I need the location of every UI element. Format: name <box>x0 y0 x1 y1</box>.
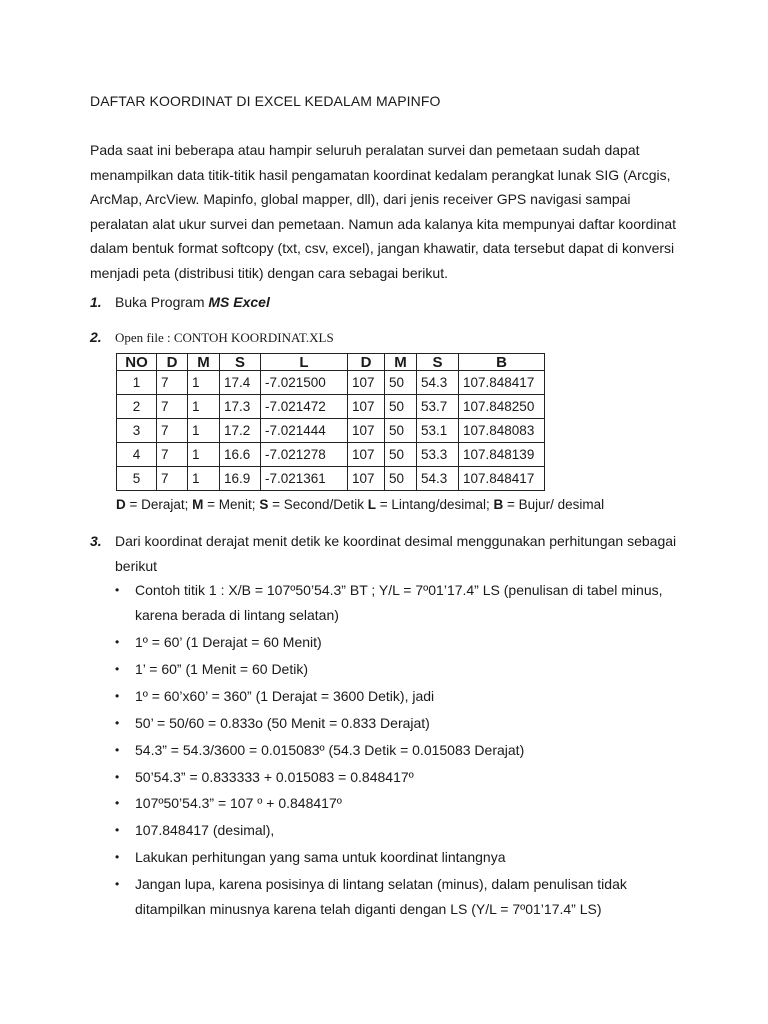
step-1 <box>90 294 270 310</box>
step-2-number: 2. <box>90 329 102 345</box>
step-1-text: Buka Program <box>115 294 209 310</box>
cell-lat-m: 1 <box>188 467 220 491</box>
step-1-number: 1. <box>90 294 102 310</box>
legend-text-d: = Derajat; <box>125 497 193 512</box>
coordinate-table <box>116 353 545 491</box>
cell-lat-d: 7 <box>157 467 188 491</box>
list-item <box>115 738 675 763</box>
cell-no: 3 <box>117 419 157 443</box>
list-item-text: 50’54.3” = 0.833333 + 0.015083 = 0.848417º <box>135 768 414 785</box>
cell-lon-d: 107 <box>348 395 385 419</box>
table-header-row <box>117 354 545 371</box>
step-2 <box>90 329 334 346</box>
calculation-list <box>115 578 675 924</box>
list-item <box>115 684 675 709</box>
legend-text-l: = Lintang/desimal; <box>376 497 494 512</box>
legend-key-m: M <box>192 497 204 512</box>
list-item-text: 1º = 60’ (1 Derajat = 60 Menit) <box>135 633 322 650</box>
cell-lon-d: 107 <box>348 371 385 395</box>
cell-b: 107.848083 <box>459 419 545 443</box>
document-title: DAFTAR KOORDINAT DI EXCEL KEDALAM MAPINFO <box>90 93 441 109</box>
list-item <box>115 657 675 682</box>
cell-lon-m: 50 <box>385 443 417 467</box>
step-3 <box>90 529 690 578</box>
legend-key-b: B <box>493 497 504 512</box>
header-no: NO <box>117 354 157 371</box>
list-item-text: 1’ = 60” (1 Menit = 60 Detik) <box>135 660 309 677</box>
table-row <box>117 443 545 467</box>
cell-b: 107.848139 <box>459 443 545 467</box>
list-item-text: Lakukan perhitungan yang sama untuk koordinat lintangnya <box>135 849 506 866</box>
bullet-icon: • <box>115 850 120 865</box>
list-item-text: 54.3” = 54.3/3600 = 0.015083º (54.3 Detik = 0.015083 Derajat) <box>135 741 525 758</box>
cell-lon-d: 107 <box>348 467 385 491</box>
cell-lon-d: 107 <box>348 443 385 467</box>
cell-lon-m: 50 <box>385 419 417 443</box>
bullet-icon: • <box>115 742 120 757</box>
header-lat-m: M <box>188 354 220 371</box>
legend-key-l: L <box>367 497 377 512</box>
header-b: B <box>459 354 545 371</box>
cell-l: -7.021278 <box>261 443 348 467</box>
bullet-icon: • <box>115 769 120 784</box>
cell-lon-d: 107 <box>348 419 385 443</box>
cell-lon-s: 53.3 <box>417 443 459 467</box>
cell-no: 1 <box>117 371 157 395</box>
cell-l: -7.021472 <box>261 395 348 419</box>
header-l: L <box>261 354 348 371</box>
list-item-text: 50’ = 50/60 = 0.833o (50 Menit = 0.833 Derajat) <box>135 714 430 731</box>
cell-lat-m: 1 <box>188 371 220 395</box>
list-item-text: 107º50’54.3” = 107 º + 0.848417º <box>135 795 342 812</box>
list-item-text: Jangan lupa, karena posisinya di lintang selatan (minus), dalam penulisan tidak ditampilkan minusnya karena telah diganti dengan LS (Y/L = 7º01’17.4” LS) <box>135 876 627 918</box>
bullet-icon: • <box>115 715 120 730</box>
list-item <box>115 791 675 816</box>
list-item <box>115 845 675 870</box>
header-lon-s: S <box>417 354 459 371</box>
cell-b: 107.848250 <box>459 395 545 419</box>
table-row <box>117 371 545 395</box>
list-item <box>115 711 675 736</box>
cell-lon-s: 54.3 <box>417 467 459 491</box>
cell-lon-s: 54.3 <box>417 371 459 395</box>
cell-l: -7.021361 <box>261 467 348 491</box>
header-lon-m: M <box>385 354 417 371</box>
intro-paragraph: Pada saat ini beberapa atau hampir seluruh peralatan survei dan pemetaan sudah dapat menampilkan data titik-titik hasil pengamatan koordinat kedalam perangkat lunak SIG (Arcgis, ArcMap, ArcView. Mapinfo, global mapper, dll), dari jenis receiver GPS navigasi sampai peralatan alat ukur survei dan pemetaan. Namun ada kalanya kita mempunyai daftar koordinat dalam bentuk format softcopy (txt, csv, excel), jangan khawatir, data tersebut dapat di konversi menjadi peta (distribusi titik) dengan cara sebagai berikut. <box>90 142 677 281</box>
cell-l: -7.021444 <box>261 419 348 443</box>
cell-lat-d: 7 <box>157 395 188 419</box>
list-item <box>115 578 675 627</box>
bullet-icon: • <box>115 583 120 597</box>
cell-lat-s: 16.9 <box>220 467 261 491</box>
cell-lat-m: 1 <box>188 443 220 467</box>
bullet-icon: • <box>115 634 120 649</box>
legend-key-d: D <box>116 497 126 512</box>
list-item-text: Contoh titik 1 : X/B = 107º50’54.3” BT ; Y/L = 7º01’17.4” LS (penulisan di tabel minus, karena berada di lintang selatan) <box>135 582 663 623</box>
header-lat-s: S <box>220 354 261 371</box>
cell-b: 107.848417 <box>459 371 545 395</box>
legend-text-s: = Second/Detik <box>268 497 368 512</box>
step-1-emphasis: MS Excel <box>208 294 270 310</box>
cell-lon-m: 50 <box>385 395 417 419</box>
list-item <box>115 765 675 790</box>
step-2-text: Open file : CONTOH KOORDINAT.XLS <box>115 330 334 345</box>
cell-no: 4 <box>117 443 157 467</box>
cell-no: 2 <box>117 395 157 419</box>
cell-lat-s: 17.2 <box>220 419 261 443</box>
cell-lon-s: 53.7 <box>417 395 459 419</box>
list-item <box>115 872 675 921</box>
bullet-icon: • <box>115 796 120 811</box>
cell-lon-m: 50 <box>385 371 417 395</box>
cell-lat-s: 17.4 <box>220 371 261 395</box>
cell-lat-s: 17.3 <box>220 395 261 419</box>
bullet-icon: • <box>115 661 120 676</box>
cell-lat-d: 7 <box>157 419 188 443</box>
list-item-text: 1º = 60’x60’ = 360” (1 Derajat = 3600 Detik), jadi <box>135 687 435 704</box>
list-item <box>115 630 675 655</box>
cell-lat-d: 7 <box>157 371 188 395</box>
bullet-icon: • <box>115 688 120 703</box>
bullet-icon: • <box>115 823 120 838</box>
step-3-text: Dari koordinat derajat menit detik ke koordinat desimal menggunakan perhitungan sebagai berikut <box>115 533 677 574</box>
table-legend <box>116 497 604 512</box>
cell-no: 5 <box>117 467 157 491</box>
table-row <box>117 467 545 491</box>
list-item-text: 107.848417 (desimal), <box>135 822 275 839</box>
cell-lat-d: 7 <box>157 443 188 467</box>
cell-lat-m: 1 <box>188 419 220 443</box>
table-row <box>117 395 545 419</box>
cell-lon-s: 53.1 <box>417 419 459 443</box>
cell-lon-m: 50 <box>385 467 417 491</box>
bullet-icon: • <box>115 877 120 892</box>
step-3-number: 3. <box>90 533 102 549</box>
cell-lat-m: 1 <box>188 395 220 419</box>
cell-b: 107.848417 <box>459 467 545 491</box>
header-lat-d: D <box>157 354 188 371</box>
table-row <box>117 419 545 443</box>
list-item <box>115 818 675 843</box>
legend-text-b: = Bujur/ desimal <box>503 497 605 512</box>
cell-lat-s: 16.6 <box>220 443 261 467</box>
legend-key-s: S <box>259 497 269 512</box>
cell-l: -7.021500 <box>261 371 348 395</box>
legend-text-m: = Menit; <box>203 497 260 512</box>
header-lon-d: D <box>348 354 385 371</box>
